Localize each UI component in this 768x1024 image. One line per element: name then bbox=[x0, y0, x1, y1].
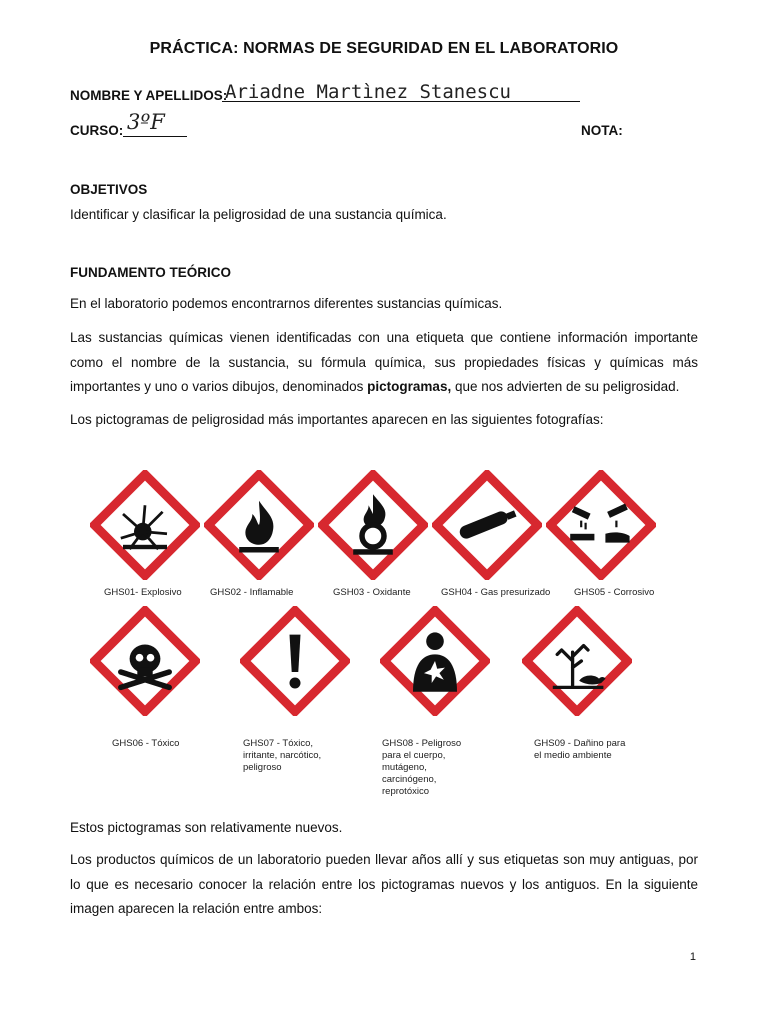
paragraph-5: Los productos químicos de un laboratorio pueden llevar años allí y sus etiquetas son muy antiguas, por lo que es necesario conocer la relación entre los pictogramas nuevos y los antiguos. En la siguiente imagen aparecen la relación entre ambos: bbox=[70, 852, 698, 916]
pictogram-ghs08 bbox=[380, 606, 490, 716]
pictogram-ghs01 bbox=[90, 470, 200, 580]
curso-label: CURSO: bbox=[70, 123, 124, 138]
caption-ghs05: GHS05 - Corrosivo bbox=[574, 587, 655, 598]
pictogramas-term: pictogramas, bbox=[367, 379, 452, 394]
pictogram-ghs04 bbox=[432, 470, 542, 580]
caption-ghs03: GSH03 - Oxidante bbox=[333, 587, 411, 598]
caption-ghs06: GHS06 - Tóxico bbox=[112, 738, 180, 749]
paragraph-1: En el laboratorio podemos encontrarnos diferentes sustancias químicas. bbox=[70, 296, 503, 311]
page-title: PRÁCTICA: NORMAS DE SEGURIDAD EN EL LABORATORIO bbox=[149, 40, 619, 57]
pictogram-ghs05 bbox=[546, 470, 656, 580]
name-field bbox=[222, 81, 580, 103]
curso-field bbox=[123, 110, 187, 137]
paragraph-2-text-b: que nos advierten de su peligrosidad. bbox=[451, 379, 680, 394]
caption-ghs01: GHS01- Explosivo bbox=[104, 587, 182, 598]
caption-ghs02: GHS02 - Inflamable bbox=[210, 587, 294, 598]
paragraph-3: Los pictogramas de peligrosidad más importantes aparecen en las siguientes fotografías: bbox=[70, 412, 604, 427]
pictogram-ghs07 bbox=[240, 606, 350, 716]
caption-ghs08: GHS08 - Peligroso para el cuerpo, mutágeno, carcinógeno, reprotóxico bbox=[382, 738, 462, 797]
pictogram-ghs02 bbox=[204, 470, 314, 580]
caption-ghs04: GSH04 - Gas presurizado bbox=[441, 587, 551, 598]
caption-ghs09: GHS09 - Dañino para el medio ambiente bbox=[534, 738, 626, 761]
caption-ghs07: GHS07 - Tóxico, irritante, narcótico, peligroso bbox=[243, 738, 322, 773]
name-value: Ariadne Martìnez Stanescu bbox=[225, 81, 511, 103]
pictogram-ghs09 bbox=[522, 606, 632, 716]
objetivos-text: Identificar y clasificar la peligrosidad de una sustancia química. bbox=[70, 207, 447, 222]
fundamento-heading: FUNDAMENTO TEÓRICO bbox=[70, 265, 231, 280]
paragraph-2-text-a: Las sustancias químicas vienen identificadas con una etiqueta que contiene información importante como el nombre de la sustancia, su fórmula química, sus propiedades físicas y químicas más importantes y uno o varios dibujos, denominados bbox=[70, 330, 698, 394]
page-number: 1 bbox=[689, 951, 696, 963]
objetivos-heading: OBJETIVOS bbox=[70, 182, 148, 197]
pictogram-ghs06 bbox=[90, 606, 200, 716]
paragraph-4: Estos pictogramas son relativamente nuevos. bbox=[70, 820, 343, 835]
nota-label: NOTA: bbox=[581, 123, 623, 138]
curso-value: 3ºF bbox=[127, 110, 165, 134]
pictogram-ghs03 bbox=[318, 470, 428, 580]
paragraph-2 bbox=[70, 326, 698, 400]
name-label: NOMBRE Y APELLIDOS: bbox=[70, 88, 228, 103]
exclamation-icon bbox=[290, 635, 301, 689]
